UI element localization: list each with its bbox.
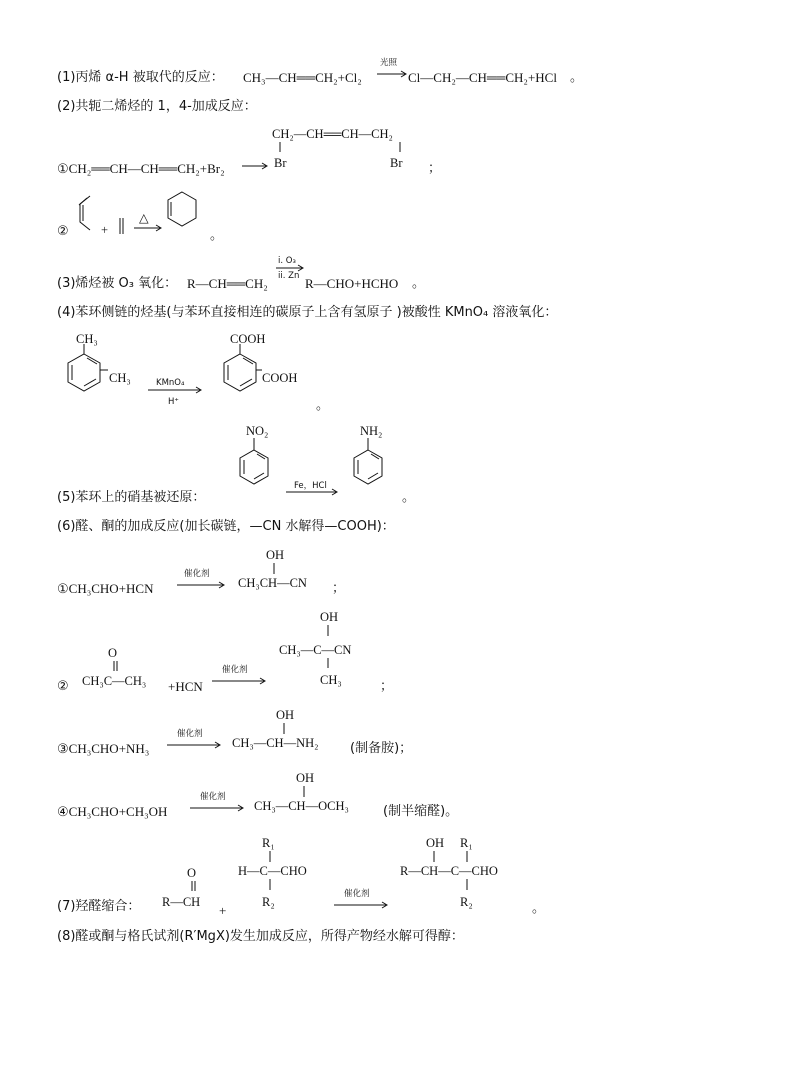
r6a-product-structure [236,544,336,594]
r6b-arrow [210,662,270,686]
line-3-cond-2: ii. Zn [278,271,300,281]
line-4-ch3-side: CH₃ [109,371,131,385]
r6d-condition: 催化剂 [200,792,226,802]
line-4-cooh-top: COOH [230,332,266,346]
line-4-cond-2: H⁺ [168,397,179,407]
r6b-product-structure [276,606,386,692]
line-3-cond-1: i. O₃ [278,256,296,266]
line-7-reagent: H—C—CHO [238,864,307,878]
r6c-reactants: ③CH₃CHO+NH₃ [57,741,150,756]
r6c-condition: 催化剂 [177,729,203,739]
r6b-condition: 催化剂 [222,665,248,675]
line-5-nh2: NH₂ [360,424,383,438]
line-7-r2: R₂ [262,895,275,909]
line-4-cooh-side: COOH [262,371,298,385]
r2b-plus: + [101,223,109,237]
line-7-plus: + [219,903,227,918]
line-4-ch3-top: CH₃ [76,332,98,346]
line-7-reagent-structure [236,832,336,918]
line-1-arrow [375,56,409,82]
r2a-arrow [242,160,272,172]
line-4-cond-1: KMnO₄ [156,378,185,388]
r6d-reactants: ④CH₃CHO+CH₃OH [57,804,168,819]
line-7-arrow [332,886,392,910]
line-3-reactant: R—CH══CH₂ [187,276,268,291]
line-7-label: (7)羟醛缩合： [57,899,141,914]
r2b-condition: △ [139,211,149,225]
r2b-end: 。 [210,228,224,243]
r6a-oh: OH [266,548,285,562]
r6b-label: ② [57,679,69,694]
r6a-reactants: ①CH₃CHO+HCN [57,581,154,596]
line-3-arrow [275,254,307,288]
line-7-aldehyde: R—CH [162,895,201,909]
line-1-reactants: CH₃—CH══CH₂+Cl₂ [243,70,362,85]
r6a-product: CH₃CH—CN [238,576,307,590]
line-5-condition: Fe，HCl [294,481,327,491]
r6d-arrow [188,789,248,813]
r2a-end: ； [428,161,442,176]
r6b-ch3: CH₃ [320,673,342,687]
r6c-oh: OH [276,708,295,722]
r6d-product: CH₃—CH—OCH₃ [254,799,349,813]
line-4-label: (4)苯环侧链的烃基(与苯环直接相连的碳原子上含有氢原子 )被酸性 KMnO₄ 溶液氧化： [57,305,558,320]
line-7-condition: 催化剂 [344,889,370,899]
line-5-label: (5)苯环上的硝基被还原： [57,490,206,505]
line-1-condition: 光照 [380,58,398,68]
r6d-oh: OH [296,771,315,785]
line-5-scheme [230,422,410,506]
r6a-condition: 催化剂 [184,569,210,579]
line-7-aldehyde-structure [160,864,220,914]
line-5-end: 。 [402,490,416,505]
r6b-hcn: +HCN [168,679,203,694]
line-5-no2: NO₂ [246,424,269,438]
r6d-product-structure [252,767,382,817]
r2a-br-left: Br [274,156,287,170]
line-7-o: O [187,866,197,880]
r6d-note: (制半缩醛)。 [383,804,459,819]
line-2-label: (2)共轭二烯烃的 1，4-加成反应： [57,99,257,114]
r6b-end: ； [380,679,394,694]
r2a-reactants: ①CH₂══CH—CH══CH₂+Br₂ [57,161,225,176]
r2a-br-right: Br [390,156,403,170]
r6c-product: CH₃—CH—NH₂ [232,736,319,750]
line-3-end: 。 [412,276,426,291]
line-7-product-oh: OH [426,836,445,850]
r6a-end: ； [332,581,346,596]
r6b-o: O [108,646,118,660]
line-3-products: R—CHO+HCHO [305,276,399,291]
line-7-r1: R₁ [262,836,275,850]
line-7-product-r1: R₁ [460,836,473,850]
line-6-label: (6)醛、酮的加成反应(加长碳链，—CN 水解得—COOH)： [57,519,395,534]
line-1-products: Cl—CH₂—CH══CH₂+HCl [408,70,557,85]
line-7-product-r2: R₂ [460,895,473,909]
r6b-oh: OH [320,610,339,624]
line-7-end: 。 [532,901,546,916]
r6b-acetone-structure [80,644,160,690]
r2a-chain: CH₂—CH══CH—CH₂ [272,127,393,141]
line-3-label: (3)烯烃被 O₃ 氧化： [57,276,178,291]
r2b-label: ② [57,224,69,239]
r2a-product-structure [272,124,432,174]
line-7-product-structure [398,832,538,918]
r6c-product-structure [230,704,350,754]
line-1-label: (1)丙烯 α-H 被取代的反应： [57,70,224,85]
line-1-end: 。 [570,70,584,85]
r6c-note: (制备胺)； [350,741,413,756]
line-8-label: (8)醛或酮与格氏试剂(R′MgX)发生加成反应，所得产物经水解可得醇： [57,929,464,944]
r6c-arrow [165,726,225,750]
line-4-end: 。 [316,398,330,413]
r6b-ketone: CH₃C—CH₃ [82,674,147,688]
r6b-product: CH₃—C—CN [279,643,352,657]
line-7-product: R—CH—C—CHO [400,864,498,878]
r6a-arrow [175,566,227,590]
line-4-scheme [60,330,340,414]
